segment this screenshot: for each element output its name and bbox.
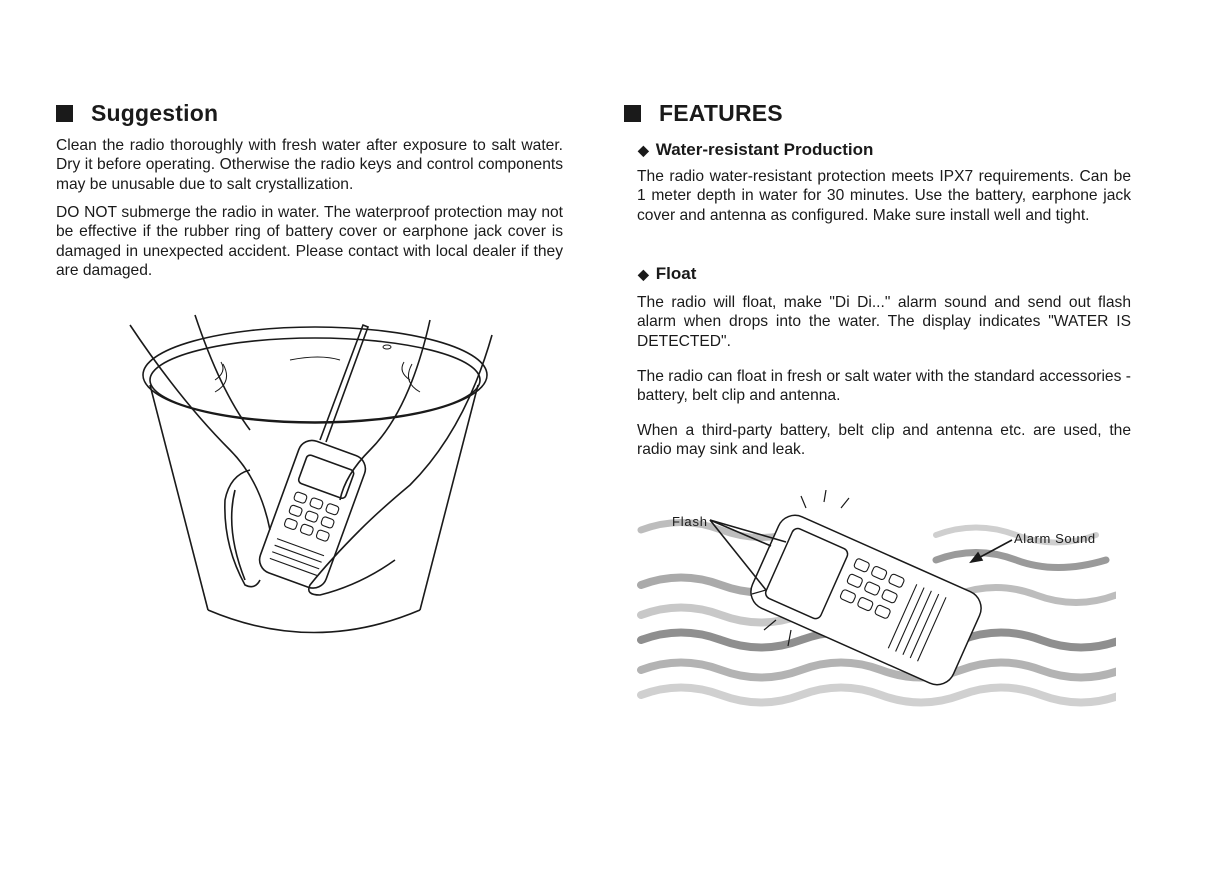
floating-radio-illustration xyxy=(636,490,1116,720)
features-heading xyxy=(624,100,783,127)
water-resistant-title: Water-resistant Production xyxy=(655,140,874,159)
square-bullet-icon xyxy=(624,105,641,122)
features-heading-text: FEATURES xyxy=(659,100,783,126)
bucket-illustration xyxy=(120,300,500,650)
diamond-bullet-icon: ◆ xyxy=(638,141,649,158)
float-title: Float xyxy=(655,264,697,283)
suggestion-paragraph-1: Clean the radio thoroughly with fresh water after exposure to salt water. Dry it before operating. Otherwise the radio keys and control components may be unusable due to salt crystallization. xyxy=(56,137,563,193)
float-paragraph-3: When a third-party battery, belt clip and antenna etc. are used, the radio may sink and leak. xyxy=(637,422,1131,459)
flash-label: Flash xyxy=(672,514,708,529)
suggestion-heading-text: Suggestion xyxy=(91,100,219,126)
float-paragraph-1: The radio will float, make "Di Di..." alarm sound and send out flash alarm when drops into the water. The display indicates "WATER IS DETECTED". xyxy=(637,294,1131,350)
float-subheading xyxy=(638,264,696,284)
alarm-sound-label: Alarm Sound xyxy=(1014,531,1096,546)
water-resistant-subheading xyxy=(638,140,873,160)
water-resistant-paragraph: The radio water-resistant protection meets IPX7 requirements. Can be 1 meter depth in water for 30 minutes. Use the battery, earphone jack cover and antenna as configured. Make sure install well and tight. xyxy=(637,168,1131,224)
float-paragraph-2: The radio can float in fresh or salt water with the standard accessories - battery, belt clip and antenna. xyxy=(637,368,1131,405)
suggestion-paragraph-2: DO NOT submerge the radio in water. The waterproof protection may not be effective if the rubber ring of battery cover or earphone jack cover is damaged in unexpected accident. Please contact with local dealer if they are damaged. xyxy=(56,204,563,279)
suggestion-heading xyxy=(56,100,218,127)
square-bullet-icon xyxy=(56,105,73,122)
diamond-bullet-icon: ◆ xyxy=(638,265,649,282)
